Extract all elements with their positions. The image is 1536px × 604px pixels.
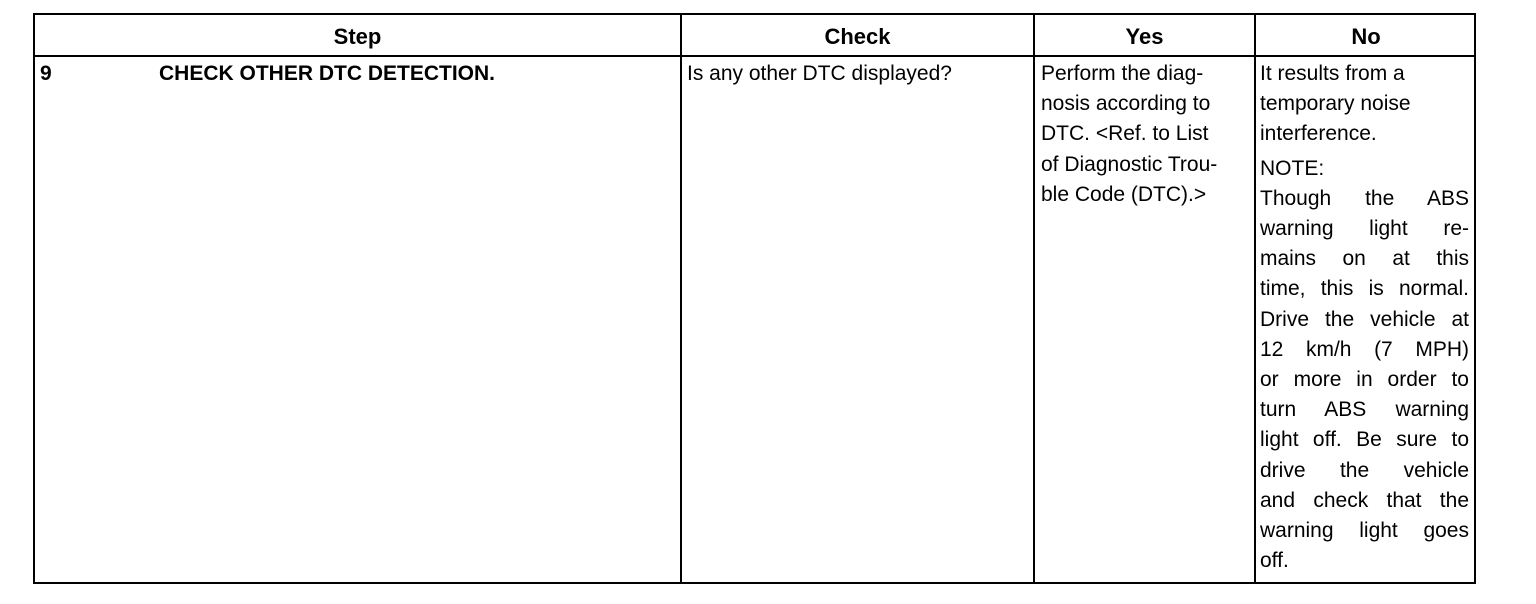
step-title: CHECK OTHER DTC DETECTION. bbox=[159, 62, 495, 85]
no-line: warning light goes bbox=[1260, 519, 1469, 543]
column-divider bbox=[1033, 15, 1035, 582]
header-no: No bbox=[1351, 24, 1381, 49]
check-cell bbox=[687, 59, 1027, 89]
check-text: Is any other DTC displayed? bbox=[687, 62, 952, 85]
column-divider bbox=[1254, 15, 1256, 582]
header-yes: Yes bbox=[1125, 24, 1164, 49]
yes-line: DTC. <Ref. to List bbox=[1041, 122, 1209, 146]
no-line: Drive the vehicle at bbox=[1260, 307, 1469, 331]
note-label: NOTE: bbox=[1260, 156, 1325, 180]
no-line: and check that the bbox=[1260, 488, 1469, 512]
no-line: warning light re- bbox=[1260, 217, 1469, 241]
no-cell bbox=[1260, 59, 1469, 576]
no-line: It results from a bbox=[1260, 62, 1405, 85]
yes-cell bbox=[1041, 59, 1249, 210]
yes-line: ble Code (DTC).> bbox=[1041, 182, 1207, 206]
no-line: time, this is normal. bbox=[1260, 277, 1469, 301]
no-line: off. bbox=[1260, 549, 1289, 573]
step-number: 9 bbox=[40, 62, 52, 85]
column-divider bbox=[680, 15, 682, 582]
header-step: Step bbox=[333, 24, 382, 49]
no-line: 12 km/h (7 MPH) bbox=[1260, 337, 1469, 361]
no-line: Though the ABS bbox=[1260, 186, 1469, 210]
yes-line: Perform the diag- bbox=[1041, 62, 1204, 85]
yes-line: nosis according to bbox=[1041, 92, 1211, 116]
no-line: turn ABS warning bbox=[1260, 398, 1469, 422]
header-check: Check bbox=[824, 24, 891, 49]
no-line: interference. bbox=[1260, 122, 1377, 146]
no-line: light off. Be sure to bbox=[1260, 428, 1469, 452]
no-line: mains on at this bbox=[1260, 247, 1469, 271]
no-line: or more in order to bbox=[1260, 368, 1469, 392]
no-line: temporary noise bbox=[1260, 92, 1411, 116]
yes-line: of Diagnostic Trou- bbox=[1041, 152, 1218, 176]
diagnostic-table bbox=[33, 13, 1476, 584]
no-line: drive the vehicle bbox=[1260, 458, 1469, 482]
header-divider bbox=[35, 55, 1474, 57]
